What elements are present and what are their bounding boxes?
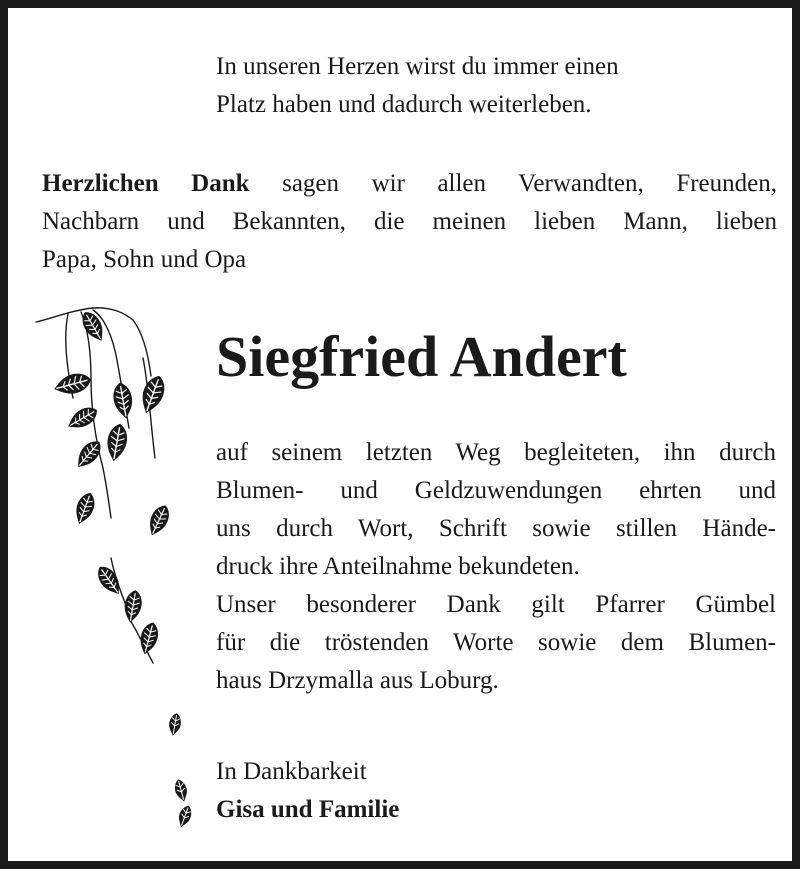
closing-block [216, 753, 616, 829]
body-line: uns durch Wort, Schrift sowie stillen Hände- [216, 515, 776, 542]
thanks-body [216, 434, 776, 700]
intro-line-rest: sagen wir allen Verwandten, Freunden, [249, 170, 777, 197]
birch-branch-icon [33, 298, 208, 838]
thanks-intro [42, 165, 777, 279]
intro-line: Papa, Sohn und Opa [42, 246, 247, 273]
deceased-name: Siegfried Andert [216, 324, 627, 389]
signature: Gisa und Familie [216, 796, 400, 823]
motto-line: In unseren Herzen wirst du immer einen [216, 53, 619, 80]
body-line: Blumen- und Geldzuwendungen ehrten und [216, 477, 776, 504]
body-line: haus Drzymalla aus Loburg. [216, 667, 499, 694]
body-line: druck ihre Anteilnahme bekundeten. [216, 553, 580, 580]
motto-line: Platz haben und dadurch weiterleben. [216, 91, 592, 118]
motto-verse [216, 48, 756, 124]
body-line: auf seinem letzten Weg begleiteten, ihn durch [216, 439, 776, 466]
thanks-heading: Herzlichen Dank [42, 170, 250, 197]
closing-phrase: In Dankbarkeit [216, 758, 367, 785]
intro-line [42, 165, 777, 203]
body-line: Unser besonderer Dank gilt Pfarrer Gümbel [216, 591, 776, 618]
intro-line: Nachbarn und Bekannten, die meinen lieben Mann, lieben [42, 208, 777, 235]
body-line: für die tröstenden Worte sowie dem Blumen- [216, 629, 776, 656]
